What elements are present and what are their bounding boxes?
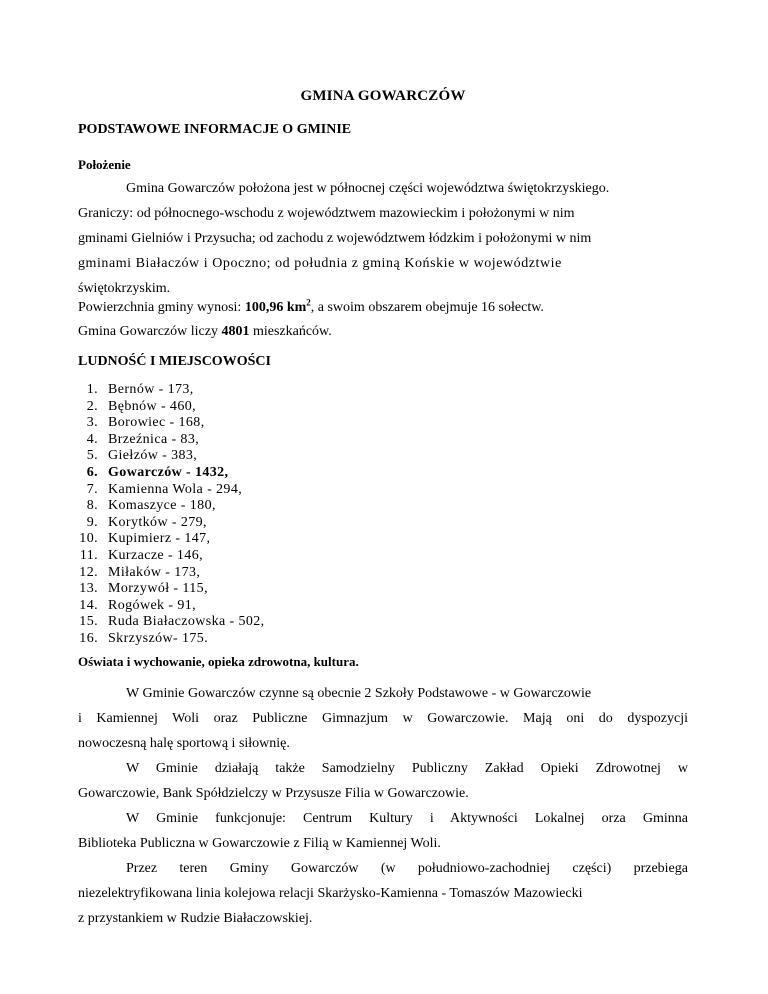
paragraph-location-line-1: Gmina Gowarczów położona jest w północnej części województwa świętokrzyskiego. bbox=[126, 181, 610, 196]
list-item: 13. Morzywół - 115, bbox=[79, 581, 208, 597]
paragraph-health-line-2: Gowarczowie, Bank Spółdzielczy w Przysusze Filia w Gowarczowie. bbox=[78, 786, 469, 801]
list-item: 8. Komaszyce - 180, bbox=[86, 498, 216, 514]
paragraph-schools-line-3: nowoczesną halę sportową i siłownię. bbox=[78, 736, 290, 751]
population-prefix: Gmina Gowarczów liczy bbox=[78, 324, 222, 339]
area-superscript: 2 bbox=[306, 297, 311, 308]
area-prefix: Powierzchnia gminy wynosi: bbox=[78, 300, 245, 315]
list-item: 10. Kupimierz - 147, bbox=[79, 531, 211, 547]
list-item: 16. Skrzyszów- 175. bbox=[79, 630, 209, 646]
area-value: 100,96 km bbox=[244, 300, 307, 315]
paragraph-location-line-2: Graniczy: od północnego-wschodu z województwem mazowieckim i położonymi w nim bbox=[78, 206, 575, 221]
list-item: 12. Miłaków - 173, bbox=[79, 564, 201, 580]
paragraph-railway-line-1: Przez teren Gminy Gowarczów (w południowo-zachodniej części) przebiega bbox=[126, 861, 688, 876]
localities-list bbox=[78, 382, 265, 648]
paragraph-location-line-5: świętokrzyskim. bbox=[78, 281, 171, 296]
paragraph-schools-line-2: i Kamiennej Woli oraz Publiczne Gimnazjum w Gowarczowie. Mają oni do dyspozycji bbox=[78, 711, 688, 726]
list-item: 11. Kurzacze - 146, bbox=[79, 547, 204, 563]
list-item: 5. Giełzów - 383, bbox=[86, 448, 198, 464]
paragraph-culture-line-1: W Gminie funkcjonuje: Centrum Kultury i Aktywności Lokalnej orza Gminna bbox=[126, 811, 688, 826]
area-line bbox=[78, 297, 544, 316]
paragraph-location-line-3: gminami Gielniów i Przysucha; od zachodu z województwem łódzkim i położonymi w nim bbox=[78, 231, 592, 246]
list-item: 14. Rogówek - 91, bbox=[79, 597, 197, 613]
section-heading-basic-info: PODSTAWOWE INFORMACJE O GMINIE bbox=[78, 122, 352, 137]
list-item: 15. Ruda Białaczowska - 502, bbox=[79, 614, 265, 630]
paragraph-health-line-1: W Gminie działają także Samodzielny Publiczny Zakład Opieki Zdrowotnej w bbox=[126, 761, 688, 776]
list-item: 3. Borowiec - 168, bbox=[86, 415, 205, 431]
list-item: 2. Bębnów - 460, bbox=[86, 398, 197, 414]
section-heading-population: LUDNOŚĆ I MIEJSCOWOŚCI bbox=[78, 354, 271, 369]
list-item: 9. Korytków - 279, bbox=[86, 514, 207, 530]
section-heading-education-health-culture: Oświata i wychowanie, opieka zdrowotna, kultura. bbox=[78, 654, 359, 669]
paragraph-railway-line-3: z przystankiem w Rudzie Białaczowskiej. bbox=[78, 911, 313, 926]
population-value: 4801 bbox=[221, 324, 250, 339]
list-item: 7. Kamienna Wola - 294, bbox=[86, 481, 243, 497]
paragraph-location-line-4: gminami Białaczów i Opoczno; od południa z gminą Końskie w województwie bbox=[78, 256, 562, 271]
paragraph-culture-line-2: Biblioteka Publiczna w Gowarczowie z Filią w Kamiennej Woli. bbox=[78, 836, 441, 851]
document-title: GMINA GOWARCZÓW bbox=[300, 88, 466, 104]
subheading-location: Położenie bbox=[78, 157, 131, 172]
area-suffix: , a swoim obszarem obejmuje 16 sołectw. bbox=[310, 300, 544, 315]
list-item: 1. Bernów - 173, bbox=[86, 382, 194, 397]
paragraph-railway-line-2: niezelektryfikowana linia kolejowa relacji Skarżysko-Kamienna - Tomaszów Mazowiecki bbox=[78, 886, 583, 901]
population-line bbox=[78, 324, 332, 340]
list-item: 4. Brzeźnica - 83, bbox=[86, 431, 200, 447]
paragraph-schools-line-1: W Gminie Gowarczów czynne są obecnie 2 Szkoły Podstawowe - w Gowarczowie bbox=[126, 686, 592, 701]
list-item-highlighted: 6. Gowarczów - 1432, bbox=[86, 464, 229, 480]
population-suffix: mieszkańców. bbox=[249, 324, 332, 339]
